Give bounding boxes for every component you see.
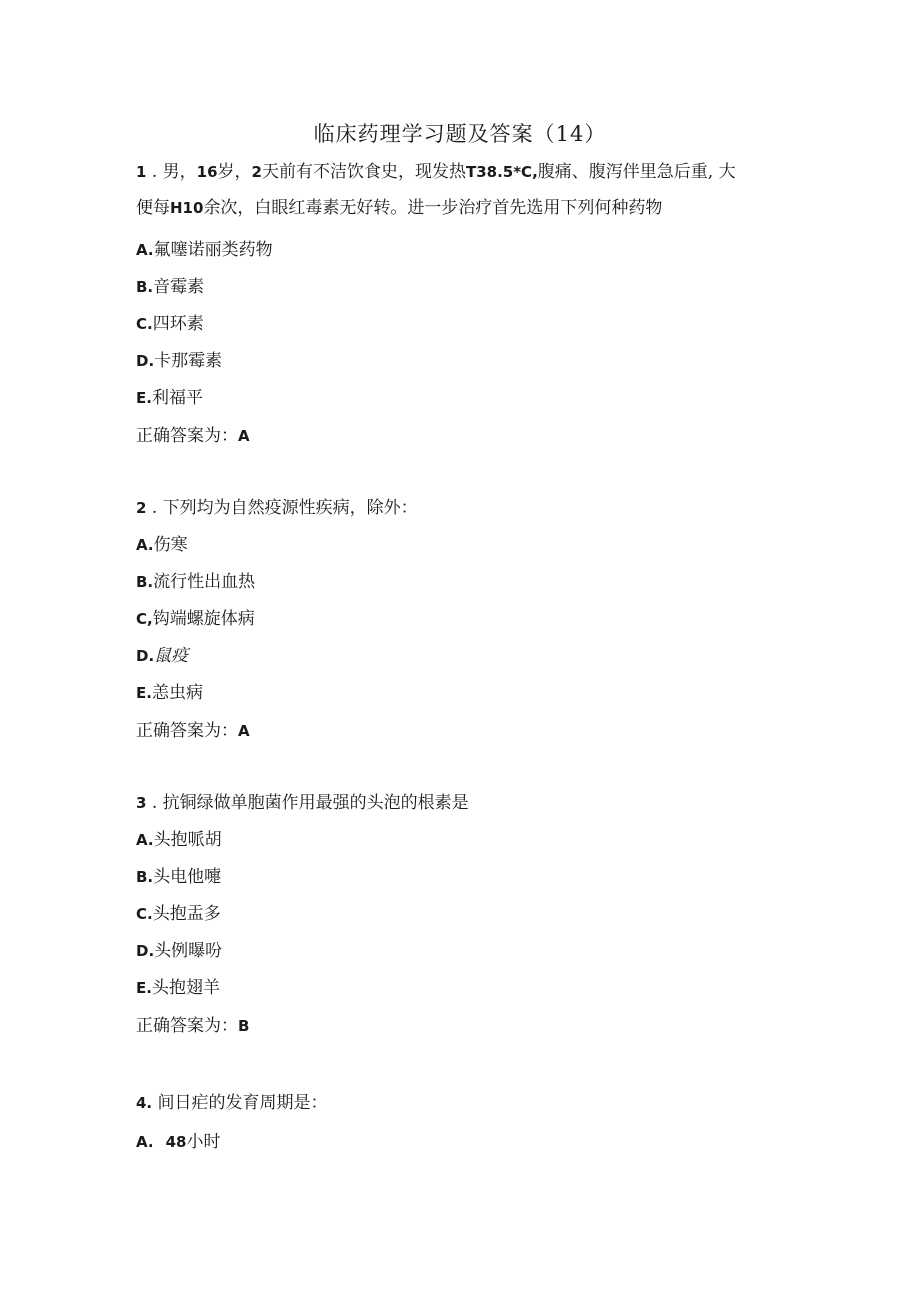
option-text: 鼠疫	[154, 646, 189, 666]
option	[136, 238, 273, 262]
option	[136, 644, 188, 668]
option-letter: E.	[136, 389, 152, 407]
option-text: 卡那霉素	[154, 351, 223, 371]
question-number: 3	[136, 794, 147, 812]
option-text: 四环素	[152, 314, 204, 334]
option-text: 头抱翅羊	[151, 978, 220, 998]
question-number: 2	[136, 499, 147, 517]
option	[136, 681, 203, 705]
option-letter: E.	[136, 979, 152, 997]
question-1-line-2	[136, 196, 662, 220]
option	[136, 865, 221, 889]
question-text: . 抗铜绿做单胞菌作用最强的头泡的根素是	[146, 793, 469, 813]
option	[136, 1130, 220, 1154]
option-text: 流行性出血热	[153, 572, 256, 592]
question-2	[136, 496, 418, 520]
option-letter: A.	[136, 1133, 154, 1151]
option-text: 利福平	[151, 388, 203, 408]
question-text: 天前有不洁饮食史，现发热	[261, 162, 466, 182]
option-text: 头电他嚏	[153, 867, 222, 887]
days-value: 2	[251, 163, 262, 181]
question-text: 腹痛、腹泻伴里急后重, 大	[537, 162, 736, 182]
option-letter: E.	[136, 684, 152, 702]
option-value: 48	[165, 1133, 187, 1151]
option-letter: B.	[136, 278, 154, 296]
question-text: 余次，白眼红毒素无好转。进一步治疗首先选用下列何种药物	[203, 198, 663, 218]
page-title: 临床药理学习题及答案（14）	[313, 122, 607, 146]
option-letter: C.	[136, 905, 153, 923]
option	[136, 607, 255, 631]
question-text: . 男，	[146, 162, 197, 182]
answer-label: 正确答案为：	[136, 721, 238, 741]
option	[136, 349, 222, 373]
answer-value: B	[238, 1017, 250, 1035]
option	[136, 533, 188, 557]
answer-value: A	[238, 722, 250, 740]
option-letter: B.	[136, 868, 154, 886]
option-letter: C.	[136, 315, 153, 333]
option	[136, 570, 255, 594]
option-letter: C,	[136, 610, 153, 628]
question-number: 1	[136, 163, 147, 181]
answer-label: 正确答案为：	[136, 426, 238, 446]
question-text: 便每	[136, 198, 170, 218]
question-text: . 下列均为自然疫源性疾病，除外：	[146, 498, 418, 518]
option-text: 钩端螺旋体病	[152, 609, 255, 629]
option-letter: D.	[136, 942, 155, 960]
option	[136, 939, 222, 963]
option-letter: D.	[136, 647, 155, 665]
question-1-line-1	[136, 160, 736, 184]
answer-value: A	[238, 427, 250, 445]
question-text: 岁，	[217, 162, 252, 182]
question-text: 间日疟的发育周期是：	[152, 1093, 328, 1113]
option	[136, 828, 222, 852]
answer-label: 正确答案为：	[136, 1016, 238, 1036]
option	[136, 386, 203, 410]
question-3	[136, 791, 469, 815]
option-letter: B.	[136, 573, 154, 591]
option	[136, 902, 221, 926]
option-letter: D.	[136, 352, 155, 370]
option-text: 头抱哌胡	[153, 830, 222, 850]
answer-line	[136, 424, 250, 448]
option-text: 氟噻诺丽类药物	[153, 240, 273, 260]
age-value: 16	[196, 163, 218, 181]
option-text: 头例曝吩	[154, 941, 223, 961]
option-text: 恙虫病	[151, 683, 203, 703]
option-unit: 小时	[186, 1132, 221, 1152]
option	[136, 312, 204, 336]
frequency-value: H10	[170, 199, 204, 217]
option-letter: A.	[136, 831, 154, 849]
answer-line	[136, 1014, 249, 1038]
option-text: 音霉素	[153, 277, 205, 297]
option-letter: A.	[136, 241, 154, 259]
question-4	[136, 1091, 328, 1115]
option-text: 伤寒	[153, 535, 188, 555]
answer-line	[136, 719, 250, 743]
option-letter: A.	[136, 536, 154, 554]
option	[136, 275, 204, 299]
temperature-value: T38.5*C,	[465, 163, 538, 181]
question-number: 4.	[136, 1094, 153, 1112]
option-text: 头抱盂多	[152, 904, 221, 924]
option	[136, 976, 220, 1000]
